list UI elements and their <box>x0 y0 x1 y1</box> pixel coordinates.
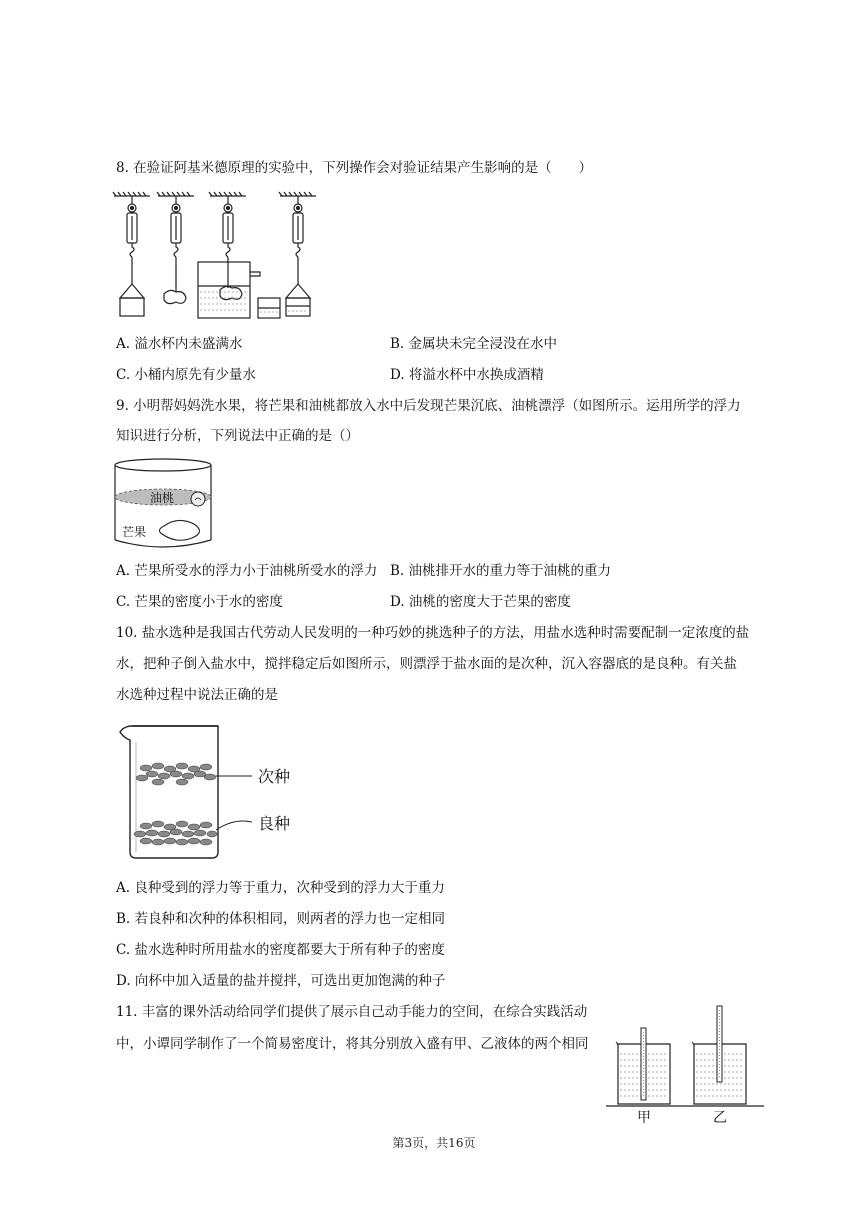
q8-option-a: A. 溢水杯内未盛满水 <box>116 336 243 352</box>
q9-label-mango: 芒果 <box>122 525 147 539</box>
q8-option-c: C. 小桶内原先有少量水 <box>116 367 256 383</box>
q9-option-b: B. 油桃排开水的重力等于油桃的重力 <box>390 563 612 579</box>
q9-option-a: A. 芒果所受水的浮力小于油桃所受水的浮力 <box>116 563 378 579</box>
ceiling-hatch-3 <box>209 192 246 196</box>
q8-stem: 8. 在验证阿基米德原理的实验中，下列操作会对验证结果产生影响的是（ ） <box>116 160 593 176</box>
q10-stem-line-2: 水，把种子倒入盐水中，搅拌稳定后如图所示，则漂浮于盐水面的是次种，沉入容器底的是良种。有关盐 <box>116 656 737 672</box>
q11-label-left: 甲 <box>637 1110 651 1126</box>
q11-stem-line-2: 中，小谭同学制作了一个简易密度计，将其分别放入盛有甲、乙液体的两个相同 <box>116 1036 589 1052</box>
q11-stem-line-1: 11. 丰富的课外活动给同学们提供了展示自己动手能力的空间，在综合实践活动 <box>116 1004 588 1020</box>
q10-beaker-seeds-figure <box>116 722 306 862</box>
q9-option-d: D. 油桃的密度大于芒果的密度 <box>390 594 571 610</box>
q10-option-d: D. 向杯中加入适量的盐并搅拌，可选出更加饱满的种子 <box>116 973 446 989</box>
q11-label-right: 乙 <box>713 1110 727 1126</box>
q8-option-b: B. 金属块未完全浸没在水中 <box>390 336 558 352</box>
q11-densimeter-figure <box>606 1000 766 1128</box>
q9-stem-line-1: 9. 小明帮妈妈洗水果，将芒果和油桃都放入水中后发现芒果沉底、油桃漂浮（如图所示。运用所学的浮力 <box>116 398 741 414</box>
q10-label-good: 良种 <box>258 814 291 833</box>
q9-stem-line-2: 知识进行分析，下列说法中正确的是（） <box>116 428 359 444</box>
q8-spring-scale-figure <box>112 190 352 322</box>
q10-label-inferior: 次种 <box>258 767 291 786</box>
q10-stem-line-1: 10. 盐水选种是我国古代劳动人民发明的一种巧妙的挑选种子的方法，用盐水选种时需要配制一定浓度的盐 <box>116 625 750 641</box>
q10-stem-line-3: 水选种过程中说法正确的是 <box>116 687 278 703</box>
q10-option-a: A. 良种受到的浮力等于重力，次种受到的浮力大于重力 <box>116 880 445 896</box>
q9-option-c: C. 芒果的密度小于水的密度 <box>116 594 283 610</box>
page-footer: 第3页，共16页 <box>392 1136 476 1150</box>
ceiling-hatch-2 <box>157 192 194 196</box>
q9-label-peach: 油桃 <box>150 491 175 505</box>
q9-fruit-bowl-figure <box>110 456 216 552</box>
q10-option-b: B. 若良种和次种的体积相同，则两者的浮力也一定相同 <box>116 911 446 927</box>
q10-option-c: C. 盐水选种时所用盐水的密度都要大于所有种子的密度 <box>116 942 445 958</box>
ceiling-hatch-4 <box>279 192 316 196</box>
ceiling-hatch-1 <box>113 192 150 196</box>
q8-option-d: D. 将溢水杯中水换成酒精 <box>390 367 544 383</box>
